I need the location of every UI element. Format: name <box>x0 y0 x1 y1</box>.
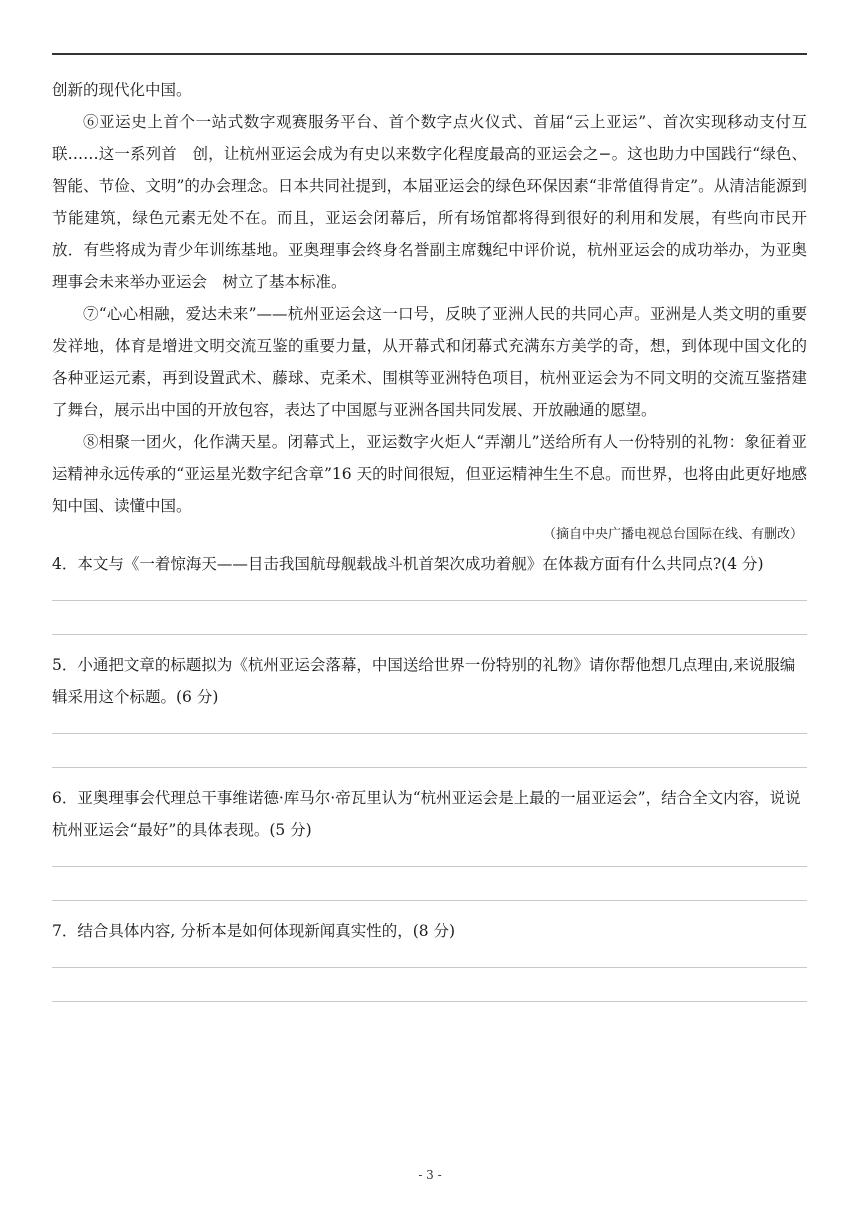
source-citation: （摘自中央广播电视总台国际在线、有删改） <box>542 527 803 542</box>
paragraph-7: ⑦“心心相融，爱达未来”——杭州亚运会这一口号，反映了亚洲人民的共同心声。亚洲是人类文明的重要发祥地，体育是增进文明交流互鉴的重要力量，从开幕式和闭幕式充满东方美学的奇，想，到体现中国文化的各种亚运元素，再到设置武术、藤球、克柔术、围棋等亚洲特色项目，杭州亚运会为不同文明的交流互鉴搭建了舞台，展示出中国的开放包容，表达了中国愿与亚洲各国共同发展、开放融通的愿望。 <box>52 305 807 419</box>
question-5: 5．小通把文章的标题拟为《杭州亚运会落幕，中国送给世界一份特别的礼物》请你帮他想几点理由,来说服编辑采用这个标题。(6 分) <box>52 656 796 706</box>
header-rule <box>52 53 807 55</box>
question-6: 6．亚奥理事会代理总干事维诺德·库马尔·帝瓦里认为“杭州亚运会是上最的一届亚运会”，结合全文内容，说说杭州亚运会“最好”的具体表现。(5 分) <box>52 789 801 839</box>
answer-line[interactable] <box>52 634 807 635</box>
answer-line[interactable] <box>52 767 807 768</box>
answer-line[interactable] <box>52 1001 807 1002</box>
answer-line[interactable] <box>52 600 807 601</box>
paragraph-continuation: 创新的现代化中国。 <box>52 81 192 99</box>
answer-line[interactable] <box>52 733 807 734</box>
answer-line[interactable] <box>52 866 807 867</box>
page-number: - 3 - <box>418 1168 442 1182</box>
answer-line[interactable] <box>52 900 807 901</box>
paragraph-8: ⑧相聚一团火，化作满天星。闭幕式上，亚运数字火炬人“弄潮儿”送给所有人一份特别的礼物：象征着亚运精神永远传承的“亚运星光数字纪含章”16 天的时间很短，但亚运精神生生不息。而世界，也将由此更好地感知中国、读懂中国。 <box>52 433 807 515</box>
question-7: 7．结合具体内容, 分析本是如何体现新闻真实性的，(8 分) <box>52 922 456 940</box>
answer-line[interactable] <box>52 967 807 968</box>
paragraph-6: ⑥亚运史上首个一站式数字观赛服务平台、首个数字点火仪式、首届“云上亚运”、首次实现移动支付互联……这一系列首 创，让杭州亚运会成为有史以来数字化程度最高的亚运会之−。这也助力中国践行“绿色、智能、节俭、文明”的办会理念。日本共同社提到，本届亚运会的绿色环保因素“非常值得肯定”。从清洁能源到节能建筑，绿色元素无处不在。而且，亚运会闭幕后，所有场馆都将得到很好的利用和发展，有些向市民开放．有些将成为青少年训练基地。亚奥理事会终身名誉副主席魏纪中评价说，杭州亚运会的成功举办，为亚奥理事会未来举办亚运会 树立了基本标准。 <box>52 113 807 291</box>
document-body <box>52 74 807 1002</box>
question-4: 4．本文与《一着惊海天——目击我国航母舰载战斗机首架次成功着舰》在体裁方面有什么共同点?(4 分) <box>52 555 764 573</box>
